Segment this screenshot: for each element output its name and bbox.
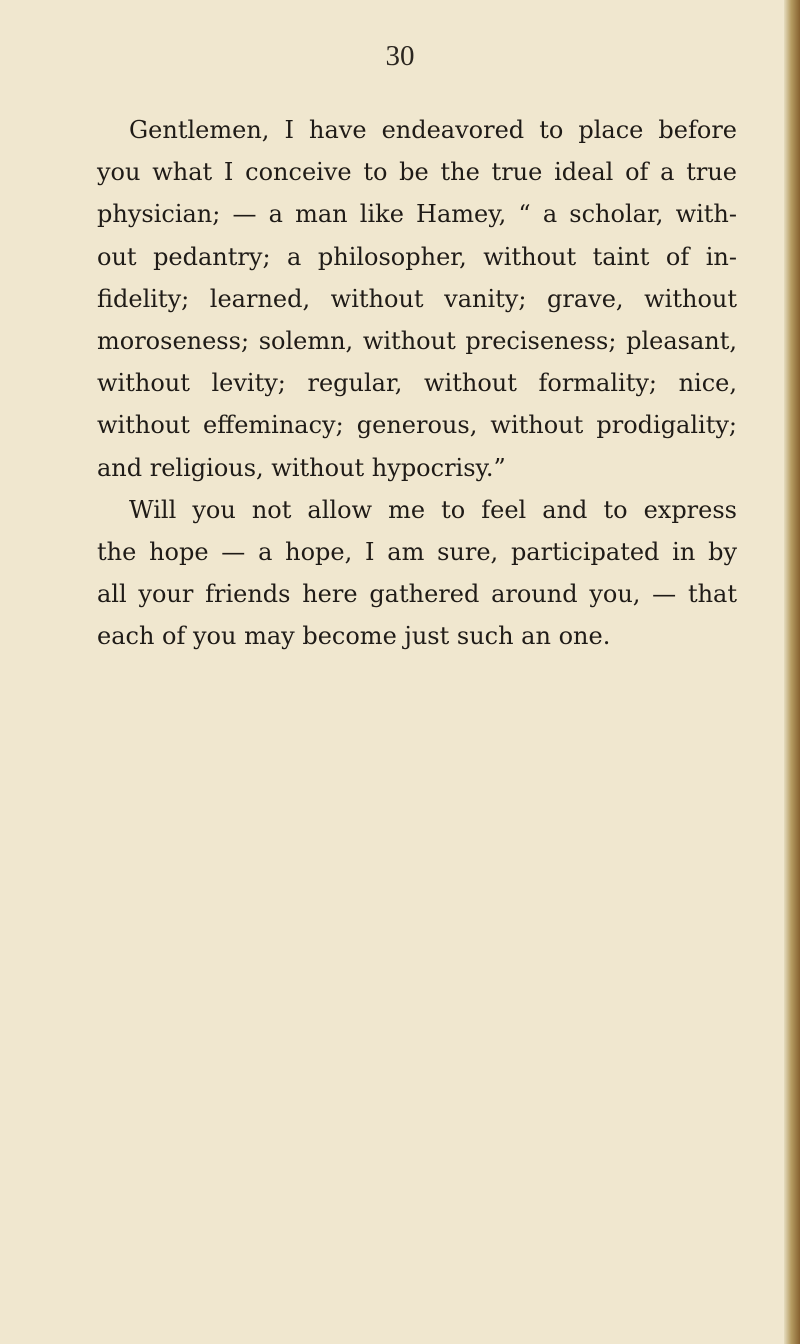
text-line: without levity; regular, without formality; nice, <box>97 369 737 398</box>
text-line: without effeminacy; generous, without prodigality; <box>97 411 737 440</box>
text-line: out pedantry; a philosopher, without taint of in- <box>97 242 737 271</box>
text-line: Will you not allow me to feel and to express <box>129 495 737 524</box>
text-line: fidelity; learned, without vanity; grave, without <box>97 284 737 313</box>
page-number: 30 <box>385 40 415 72</box>
text-line: physician; — a man like Hamey, “ a scholar, with- <box>97 200 737 229</box>
text-line: Gentlemen, I have endeavored to place before <box>129 116 737 144</box>
text-line: each of you may become just such an one. <box>97 622 611 651</box>
paragraph-1 <box>97 109 737 489</box>
text-line: moroseness; solemn, without preciseness; pleasant, <box>97 327 737 356</box>
text-line: you what I conceive to be the true ideal of a true <box>97 158 737 187</box>
text-line: and religious, without hypocrisy.” <box>97 453 506 482</box>
paragraph-2 <box>97 489 737 658</box>
text-line: all your friends here gathered around you, — that <box>97 580 737 609</box>
body-text <box>97 109 737 658</box>
text-line: the hope — a hope, I am sure, participated in by <box>97 538 737 567</box>
page-edge-shadow <box>784 0 800 1344</box>
